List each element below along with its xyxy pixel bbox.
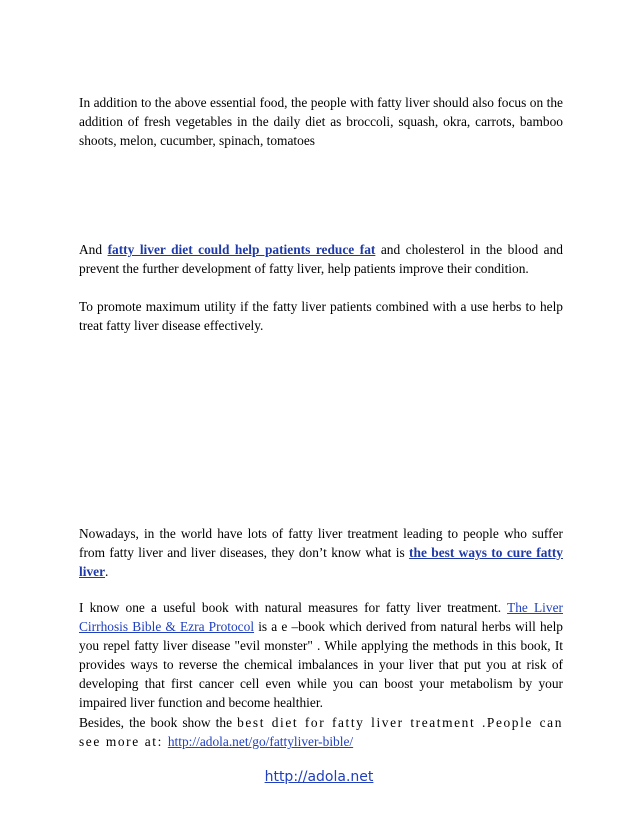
paragraph-book [79, 598, 563, 712]
paragraph-vegetables-text: In addition to the above essential food, the people with fatty liver should also focus on the addition of fresh vegetables in the daily diet as broccoli, squash, okra, carrots, bamboo shoots, melon, cucumber, spinach, tomatoes [79, 95, 563, 148]
fatty-liver-diet-link[interactable]: fatty liver diet could help patients reduce fat [107, 242, 376, 257]
besides-spaced-text: best diet for fatty liver treatment .People can see more at: [79, 715, 563, 749]
diet-benefits-prefix: And [79, 242, 108, 257]
paragraph-nowadays [79, 524, 563, 581]
footer-site-link[interactable]: http://adola.net [264, 769, 374, 785]
liver-cirrhosis-bible-link[interactable]: The Liver Cirrhosis Bible & Ezra Protocol [79, 600, 563, 634]
page-footer [0, 769, 638, 785]
diet-benefits-suffix: and cholesterol in the blood and prevent the further development of fatty liver, help patients improve their condition. [79, 242, 563, 276]
best-ways-link[interactable]: the best ways to cure fatty liver [79, 545, 563, 579]
paragraph-herbs [79, 297, 563, 335]
book-suffix: is a e –book which derived from natural herbs will help you repel fatty liver disease "evil monster" . While applying the methods in this book, It provides ways to reverse the chemical imbalances in your liver that put you at risk of developing that first cancer cell even while you can boost your metabolism by your impaired liver function and become healthier. [79, 619, 563, 710]
paragraph-diet-benefits [79, 240, 563, 278]
nowadays-prefix: Nowadays, in the world have lots of fatty liver treatment leading to people who suffer from fatty liver and liver diseases, they don’t know what is [79, 526, 563, 560]
besides-prefix: Besides, the book show the [79, 715, 238, 730]
paragraph-vegetables [79, 93, 563, 150]
book-prefix: I know one a useful book with natural measures for fatty liver treatment. [79, 600, 508, 615]
paragraph-herbs-text: To promote maximum utility if the fatty liver patients combined with a use herbs to help treat fatty liver disease effectively. [79, 299, 563, 333]
paragraph-besides [79, 713, 563, 751]
nowadays-suffix: . [105, 564, 109, 579]
fattyliver-bible-link[interactable]: http://adola.net/go/fattyliver-bible/ [167, 734, 354, 749]
